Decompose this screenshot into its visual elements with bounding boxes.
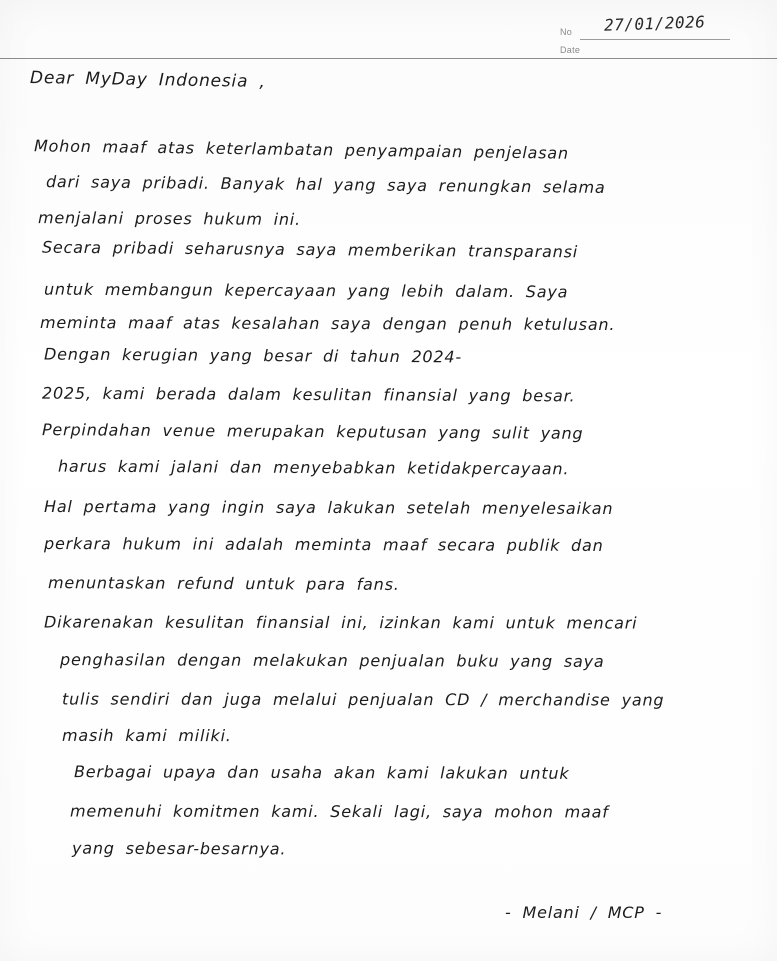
letter-line: perkara hukum ini adalah meminta maaf secara publik dan bbox=[43, 534, 604, 555]
no-label: No bbox=[560, 27, 573, 37]
letter-line: tulis sendiri dan juga melalui penjualan CD / merchandise yang bbox=[61, 689, 665, 710]
letter-line: penghasilan dengan melakukan penjualan buku yang saya bbox=[59, 650, 605, 671]
letter-line: Dengan kerugian yang besar di tahun 2024- bbox=[43, 344, 463, 367]
header-rule bbox=[0, 58, 777, 59]
signature: - Melani / MCP - bbox=[505, 903, 663, 922]
letter-line: 2025, kami berada dalam kesulitan finansial yang besar. bbox=[41, 383, 576, 406]
letter-line: Secara pribadi seharusnya saya memberikan transparansi bbox=[41, 237, 579, 262]
letter-header bbox=[0, 0, 777, 60]
letter-line: untuk membangun kepercayaan yang lebih dalam. Saya bbox=[43, 279, 569, 302]
letter-line: Hal pertama yang ingin saya lakukan setelah menyelesaikan bbox=[43, 497, 614, 518]
letter-line: meminta maaf atas kesalahan saya dengan penuh ketulusan. bbox=[39, 312, 616, 335]
letter-line: Mohon maaf atas keterlambatan penyampaian penjelasan bbox=[33, 136, 569, 163]
date-value: 27/01/2026 bbox=[603, 12, 706, 35]
date-label: Date bbox=[560, 45, 581, 55]
letter-line: Dikarenakan kesulitan finansial ini, izinkan kami untuk mencari bbox=[43, 612, 638, 633]
letter-line: memenuhi komitmen kami. Sekali lagi, saya mohon maaf bbox=[69, 801, 609, 822]
letter-line: dari saya pribadi. Banyak hal yang saya renungkan selama bbox=[45, 172, 606, 197]
letter-line: yang sebesar-besarnya. bbox=[71, 838, 287, 859]
no-underline bbox=[580, 39, 730, 40]
letter-line: menuntaskan refund untuk para fans. bbox=[47, 573, 400, 594]
letter-line: Perpindahan venue merupakan keputusan yang sulit yang bbox=[41, 420, 584, 443]
salutation: Dear MyDay Indonesia , bbox=[29, 67, 266, 93]
letter-line: Berbagai upaya dan usaha akan kami lakukan untuk bbox=[73, 762, 570, 783]
letter-line: masih kami miliki. bbox=[61, 725, 232, 746]
letter-line: harus kami jalani dan menyebabkan ketidakpercayaan. bbox=[57, 456, 570, 479]
letter-line: menjalani proses hukum ini. bbox=[37, 208, 302, 229]
